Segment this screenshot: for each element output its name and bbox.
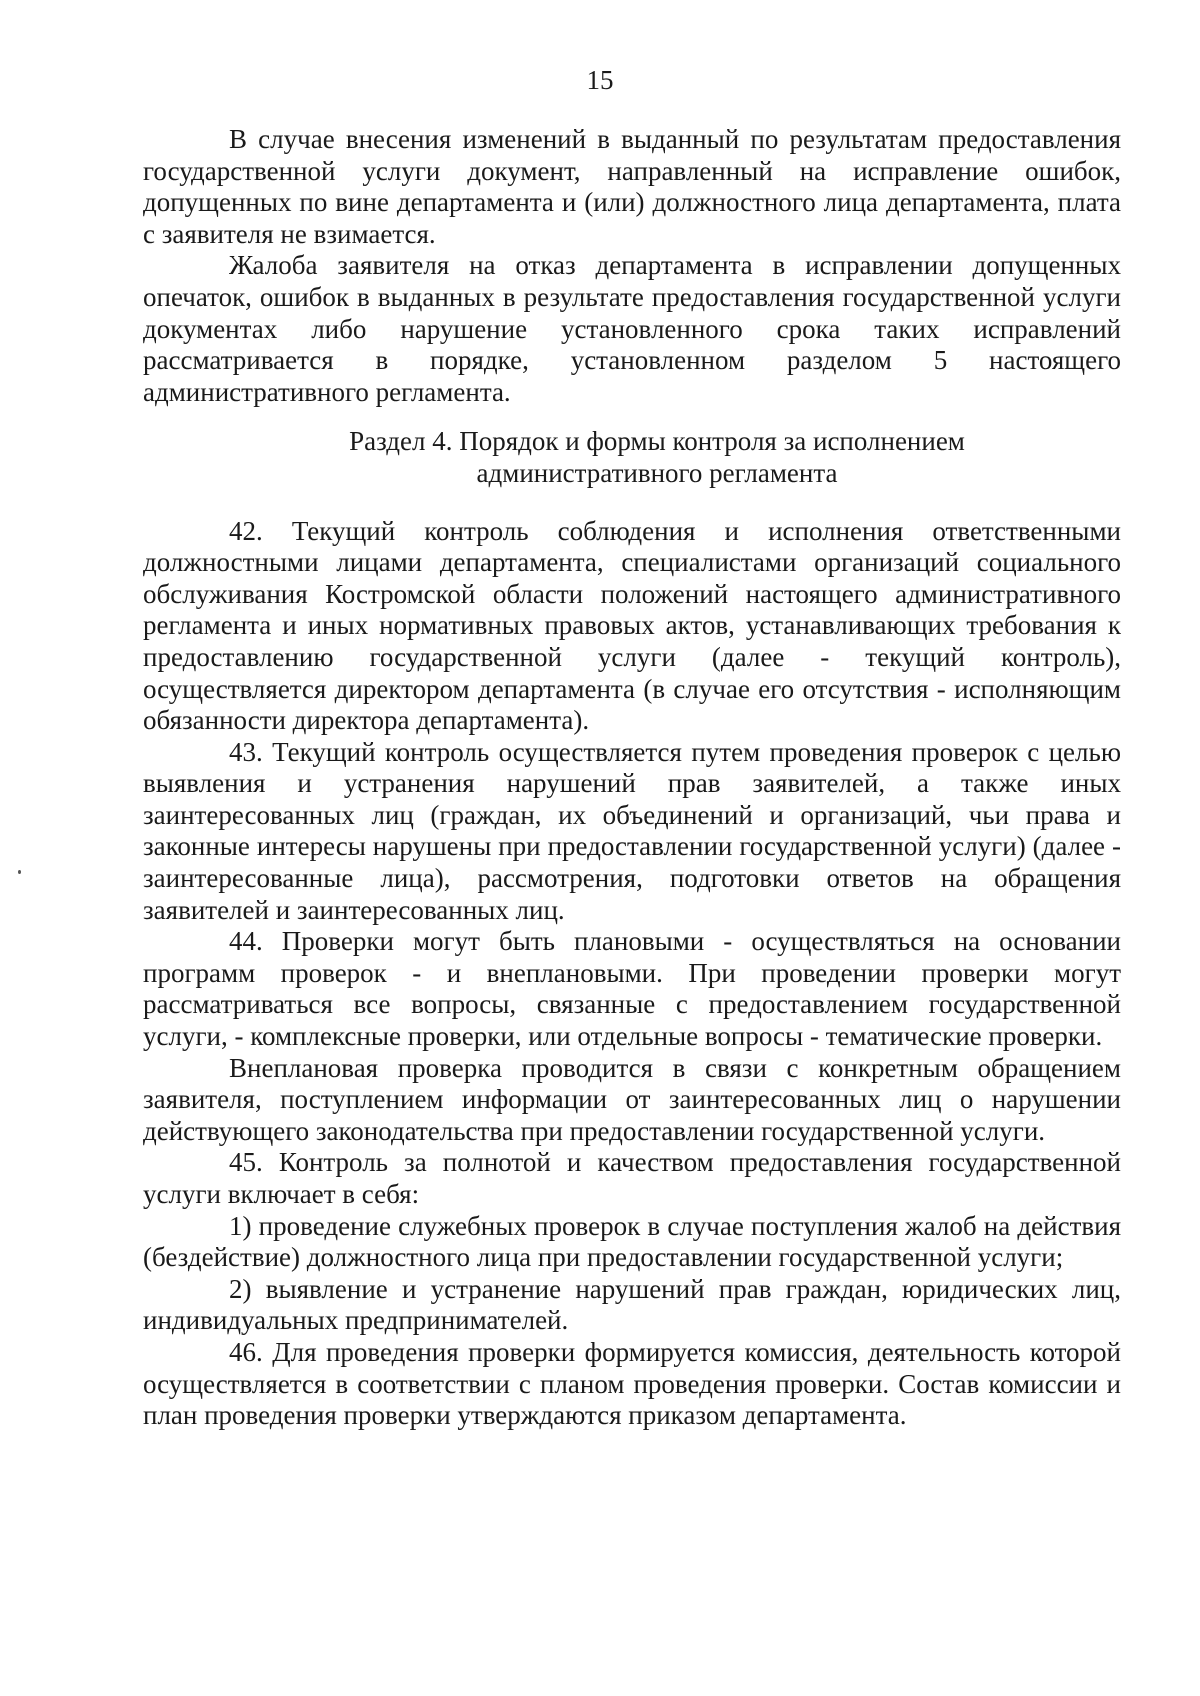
paragraph-45-item-2: 2) выявление и устранение нарушений прав граждан, юридических лиц, индивидуальных предпринимателей. xyxy=(143,1273,1121,1336)
paragraph-correction-fee: В случае внесения изменений в выданный по результатам предоставления государственной услуги документ, направленный на исправление ошибок, допущенных по вине департамента и (или) должностного лица департамента, плата с заявителя не взимается. xyxy=(143,124,1121,249)
page-number: 15 xyxy=(586,65,614,95)
paragraph-42: 42. Текущий контроль соблюдения и исполнения ответственными должностными лицами департамента, специалистами организаций социального обслуживания Костромской области положений настоящего административного регламента и иных нормативных правовых актов, устанавливающих требования к предоставлению государственной услуги (далее - текущий контроль), осуществляется директором департамента (в случае его отсутствия - исполняющим обязанности директора департамента). xyxy=(143,515,1121,736)
section-heading-line-2: административного регламента xyxy=(476,457,838,488)
paragraph-unscheduled-inspection: Внеплановая проверка проводится в связи с конкретным обращением заявителя, поступлением информации от заинтересованных лиц о нарушении действующего законодательства при предоставлении государственной услуги. xyxy=(143,1052,1121,1146)
paragraph-44: 44. Проверки могут быть плановыми - осуществляться на основании программ проверок - и внеплановыми. При проведении проверки могут рассматриваться все вопросы, связанные с предоставлением государственной услуги, - комплексные проверки, или отдельные вопросы - тематические проверки. xyxy=(143,926,1121,1052)
document-body xyxy=(143,124,1121,1432)
section-heading-line-1: Раздел 4. Порядок и формы контроля за исполнением xyxy=(349,426,965,457)
scan-speck xyxy=(18,870,21,874)
paragraph-46: 46. Для проведения проверки формируется комиссия, деятельность которой осуществляется в соответствии с планом проведения проверки. Состав комиссии и план проведения проверки утверждаются приказом департамента. xyxy=(143,1336,1121,1431)
paragraph-complaint: Жалоба заявителя на отказ департамента в исправлении допущенных опечаток, ошибок в выданных в результате предоставления государственной услуги документах либо нарушение установленного срока таких исправлений рассматривается в порядке, установленном разделом 5 настоящего административного регламента. xyxy=(143,250,1121,407)
paragraph-45-item-1: 1) проведение служебных проверок в случае поступления жалоб на действия (бездействие) должностного лица при предоставлении государственной услуги; xyxy=(143,1210,1121,1273)
section-heading xyxy=(143,426,1121,489)
paragraph-45: 45. Контроль за полнотой и качеством предоставления государственной услуги включает в себя: xyxy=(143,1147,1121,1209)
paragraph-43: 43. Текущий контроль осуществляется путем проведения проверок с целью выявления и устранения нарушений прав заявителей, а также иных заинтересованных лиц (граждан, их объединений и организаций, чьи права и законные интересы нарушены при предоставлении государственной услуги) (далее - заинтересованные лица), рассмотрения, подготовки ответов на обращения заявителей и заинтересованных лиц. xyxy=(143,736,1121,925)
